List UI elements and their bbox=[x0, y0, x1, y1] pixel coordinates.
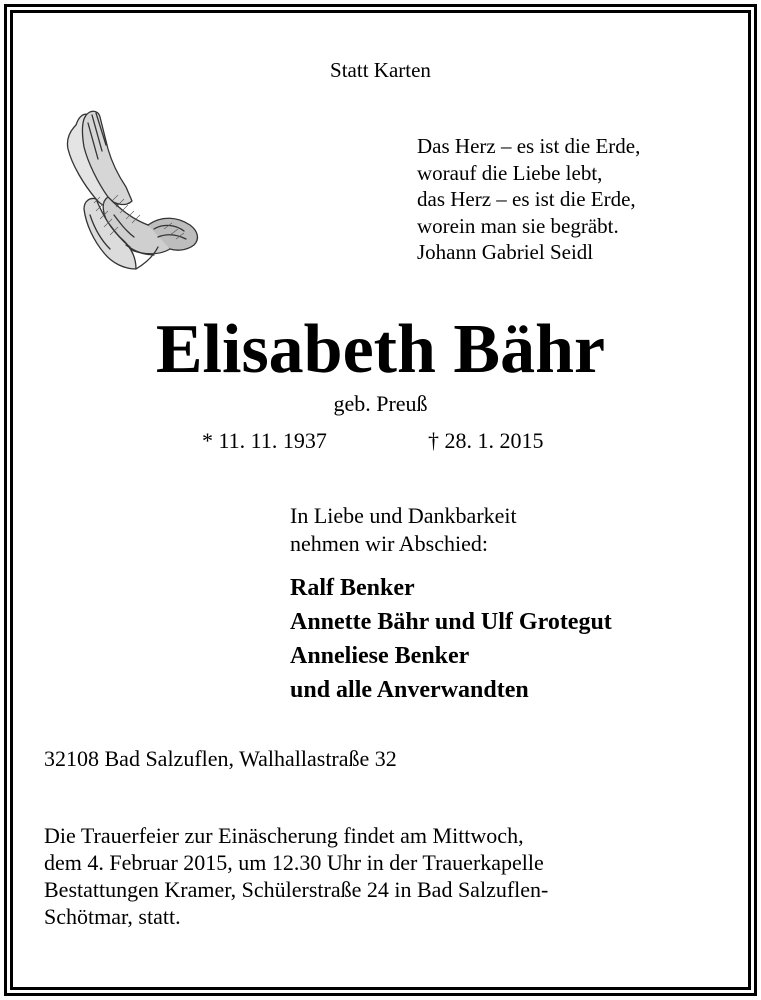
ceremony-text bbox=[44, 822, 548, 930]
praying-hands-icon bbox=[54, 105, 204, 275]
birth-date: * 11. 11. 1937 bbox=[202, 428, 327, 453]
mourner-name: Annette Bähr und Ulf Grotegut bbox=[290, 609, 612, 635]
poem-line: Das Herz – es ist die Erde, bbox=[417, 134, 641, 158]
poem-block bbox=[417, 133, 640, 266]
death-date: † 28. 1. 2015 bbox=[428, 428, 544, 453]
farewell-text bbox=[290, 502, 517, 558]
ceremony-line: Bestattungen Kramer, Schülerstraße 24 in Bad Salzuflen- bbox=[44, 877, 549, 902]
mourner-name: Anneliese Benker bbox=[290, 643, 470, 669]
birth-name: geb. Preuß bbox=[333, 391, 428, 416]
statt-karten-heading: Statt Karten bbox=[330, 58, 431, 82]
mourner-name: Ralf Benker bbox=[290, 575, 415, 601]
poem-author: Johann Gabriel Seidl bbox=[417, 240, 594, 264]
farewell-line: nehmen wir Abschied: bbox=[290, 531, 488, 556]
mourner-name: und alle Anverwandten bbox=[290, 677, 529, 703]
poem-line: worein man sie begräbt. bbox=[417, 213, 619, 238]
ceremony-line: dem 4. Februar 2015, um 12.30 Uhr in der Trauerkapelle bbox=[44, 850, 544, 875]
mourners-list bbox=[290, 571, 612, 707]
deceased-name: Elisabeth Bähr bbox=[155, 311, 606, 388]
ceremony-line: Die Trauerfeier zur Einäscherung findet am Mittwoch, bbox=[44, 823, 524, 848]
address: 32108 Bad Salzuflen, Walhallastraße 32 bbox=[44, 746, 397, 771]
farewell-line: In Liebe und Dankbarkeit bbox=[290, 503, 517, 528]
poem-line: worauf die Liebe lebt, bbox=[417, 160, 603, 185]
poem-line: das Herz – es ist die Erde, bbox=[417, 187, 636, 211]
ceremony-line: Schötmar, statt. bbox=[44, 904, 181, 929]
